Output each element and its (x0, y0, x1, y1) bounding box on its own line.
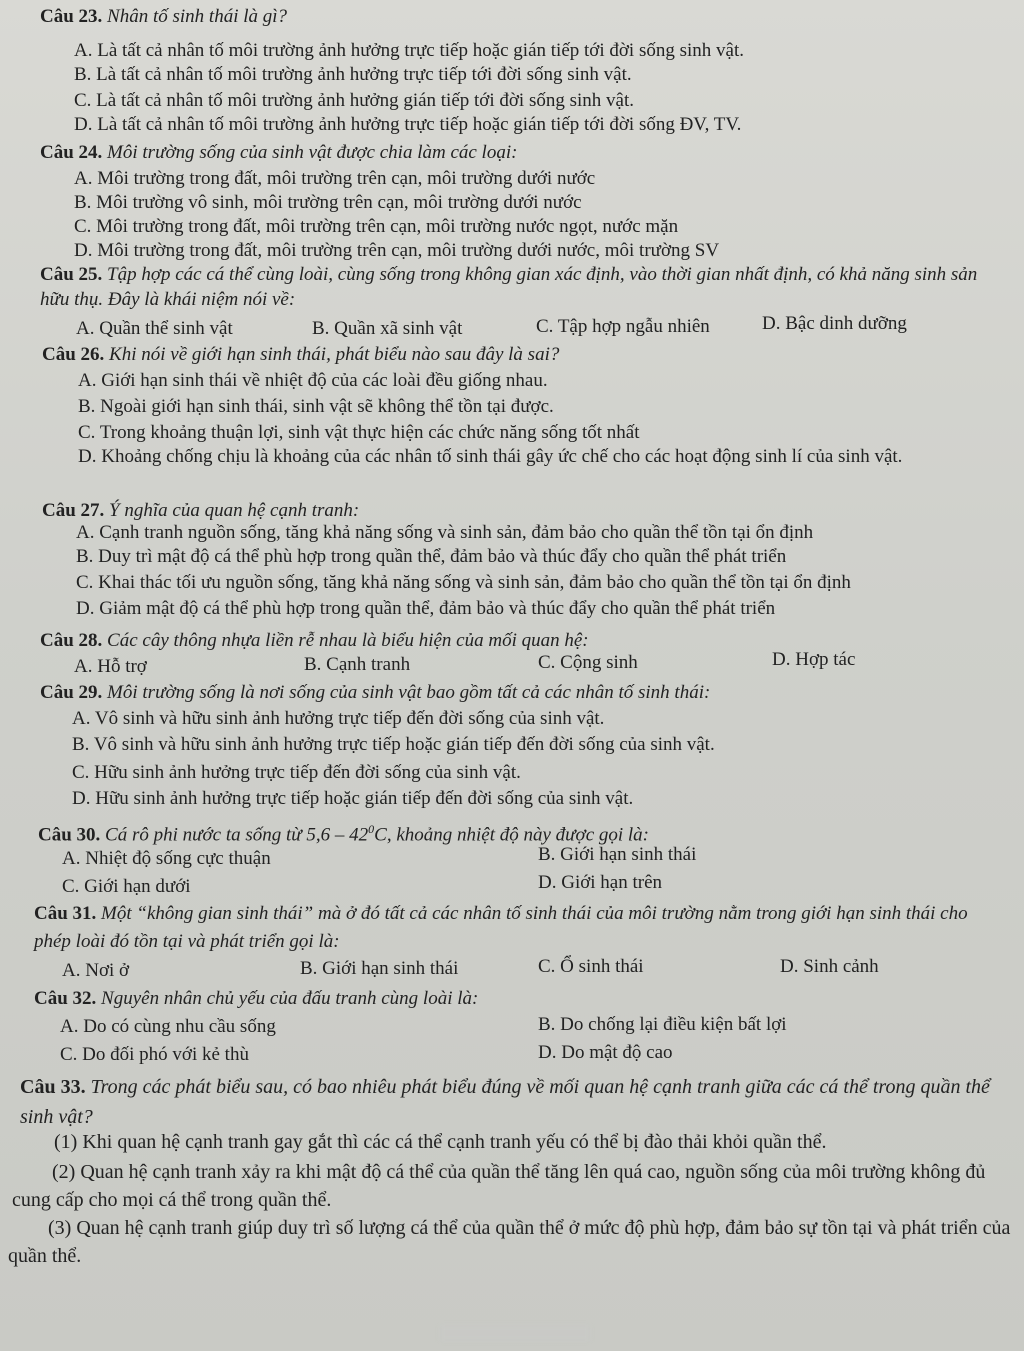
option-c: C. Môi trường trong đất, môi trường trên cạn, môi trường nước ngọt, nước mặn (74, 216, 679, 237)
option-d: D. Hữu sinh ảnh hưởng trực tiếp hoặc gián tiếp đến đời sống của sinh vật. (72, 788, 634, 809)
option-c: C. Giới hạn dưới (62, 876, 191, 897)
question-30 (38, 818, 649, 846)
question-24 (40, 142, 517, 164)
option-d: D. Do mật độ cao (538, 1042, 673, 1063)
question-23 (40, 6, 287, 28)
question-text: Một “không gian sinh thái” mà ở đó tất cả các nhân tố sinh thái của môi trường nằm trong giới hạn sinh thái cho phép loài đó tồn tại và phát triển gọi là: (34, 903, 968, 952)
question-text: Ý nghĩa của quan hệ cạnh tranh: (109, 500, 360, 521)
option-d: D. Hợp tác (772, 649, 856, 670)
option-d: D. Môi trường trong đất, môi trường trên cạn, môi trường dưới nước, môi trường SV (74, 240, 720, 261)
question-number: Câu 25. (40, 264, 103, 285)
question-text: Tập hợp các cá thể cùng loài, cùng sống trong không gian xác định, vào thời gian nhất định, có khả năng sinh sản hữu thụ. Đây là khái niệm nói về: (40, 264, 978, 310)
option-a: A. Nơi ở (62, 960, 130, 981)
question-text: Khi nói về giới hạn sinh thái, phát biểu nào sau đây là sai? (109, 344, 560, 365)
option-b: B. Ngoài giới hạn sinh thái, sinh vật sẽ không thể tồn tại được. (78, 396, 554, 417)
option-b: B. Giới hạn sinh thái (300, 958, 459, 979)
option-d: D. Giảm mật độ cá thể phù hợp trong quần thể, đảm bảo và thúc đẩy cho quần thể phát triển (76, 598, 776, 619)
option-b: B. Cạnh tranh (304, 654, 411, 675)
option-d: D. Khoảng chống chịu là khoảng của các nhân tố sinh thái gây ức chế cho các hoạt động sinh lí của sinh vật. (78, 446, 903, 467)
option-c: C. Trong khoảng thuận lợi, sinh vật thực hiện các chức năng sống tốt nhất (78, 422, 640, 443)
option-a: A. Giới hạn sinh thái về nhiệt độ của các loài đều giống nhau. (78, 370, 548, 391)
question-number: Câu 32. (34, 988, 97, 1009)
question-text: Các cây thông nhựa liền rễ nhau là biểu hiện của mối quan hệ: (107, 630, 589, 651)
option-a: A. Do có cùng nhu cầu sống (60, 1016, 276, 1037)
option-d: D. Sinh cảnh (780, 956, 879, 977)
paper-smudge (440, 1325, 590, 1341)
option-a: A. Môi trường trong đất, môi trường trên cạn, môi trường dưới nước (74, 168, 596, 189)
option-b: B. Vô sinh và hữu sinh ảnh hưởng trực tiếp hoặc gián tiếp đến đời sống của sinh vật. (72, 734, 715, 755)
question-text: Nguyên nhân chủ yếu của đấu tranh cùng loài là: (101, 988, 479, 1009)
option-d: D. Bậc dinh dưỡng (762, 313, 907, 334)
question-27 (42, 500, 359, 522)
option-b: B. Giới hạn sinh thái (538, 844, 697, 865)
question-text: Môi trường sống của sinh vật được chia làm các loại: (107, 142, 518, 163)
option-a: A. Là tất cả nhân tố môi trường ảnh hưởng trực tiếp hoặc gián tiếp tới đời sống sinh vật. (74, 40, 744, 61)
question-number: Câu 29. (40, 682, 103, 703)
option-c: C. Khai thác tối ưu nguồn sống, tăng khả năng sống và sinh sản, đảm bảo cho quần thể tồn tại ổn định (76, 572, 851, 593)
question-31 (34, 900, 1009, 956)
option-d: D. Giới hạn trên (538, 872, 663, 893)
option-a: A. Nhiệt độ sống cực thuận (62, 848, 271, 869)
statement-2: (2) Quan hệ cạnh tranh xảy ra khi mật độ cá thể của quần thể tăng lên quá cao, nguồn sống của môi trường không đủ cung cấp cho mọi cá thể trong quần thể. (12, 1161, 986, 1211)
question-number: Câu 27. (42, 500, 105, 521)
option-b: B. Duy trì mật độ cá thể phù hợp trong quần thể, đảm bảo và thúc đẩy cho quần thể phát triển (76, 546, 787, 567)
question-number: Câu 26. (42, 344, 105, 365)
option-c: C. Tập hợp ngẫu nhiên (536, 316, 710, 337)
question-text: Nhân tố sinh thái là gì? (107, 6, 288, 27)
statement-3: (3) Quan hệ cạnh tranh giúp duy trì số lượng cá thể của quần thể ở mức độ phù hợp, đảm bảo sự tồn tại và phát triển của quần thể. (8, 1217, 1011, 1267)
question-number: Câu 30. (38, 824, 101, 846)
question-29 (40, 682, 710, 704)
question-number: Câu 33. (20, 1076, 86, 1098)
question-number: Câu 24. (40, 142, 103, 163)
option-c: C. Là tất cả nhân tố môi trường ảnh hưởng gián tiếp tới đời sống sinh vật. (74, 90, 634, 111)
option-a: A. Hỗ trợ (74, 656, 147, 677)
question-text: Môi trường sống là nơi sống của sinh vật bao gồm tất cả các nhân tố sinh thái: (107, 682, 711, 703)
question-33 (20, 1072, 1015, 1132)
option-a: A. Vô sinh và hữu sinh ảnh hưởng trực tiếp đến đời sống của sinh vật. (72, 708, 605, 729)
question-number: Câu 31. (34, 903, 97, 924)
question-26 (42, 344, 559, 366)
question-28 (40, 630, 589, 652)
question-text: Trong các phát biểu sau, có bao nhiêu phát biểu đúng về mối quan hệ cạnh tranh giữa các cá thể trong quần thể sinh vật? (20, 1076, 990, 1128)
option-c: C. Do đối phó với kẻ thù (60, 1044, 249, 1065)
option-a: A. Cạnh tranh nguồn sống, tăng khả năng sống và sinh sản, đảm bảo cho quần thể tồn tại ổn định (76, 522, 814, 543)
degree-superscript: 0 (368, 822, 375, 836)
question-32 (34, 988, 478, 1010)
question-text: Cá rô phi nước ta sống từ 5,6 – 42 (105, 824, 369, 846)
option-c: C. Cộng sinh (538, 652, 638, 673)
option-b: B. Do chống lại điều kiện bất lợi (538, 1014, 787, 1035)
option-d: D. Là tất cả nhân tố môi trường ảnh hưởng trực tiếp hoặc gián tiếp tới đời sống ĐV, TV. (74, 114, 742, 135)
question-25 (40, 262, 1000, 312)
question-number: Câu 23. (40, 6, 103, 27)
option-b: B. Môi trường vô sinh, môi trường trên cạn, môi trường dưới nước (74, 192, 582, 213)
statement-1: (1) Khi quan hệ cạnh tranh gay gắt thì các cá thể cạnh tranh yếu có thể bị đào thải khỏi quần thể. (54, 1131, 827, 1153)
option-c: C. Ổ sinh thái (538, 956, 644, 977)
option-b: B. Quần xã sinh vật (312, 318, 463, 339)
option-a: A. Quần thể sinh vật (76, 318, 233, 339)
question-text-end: C, khoảng nhiệt độ này được gọi là: (374, 824, 650, 846)
question-number: Câu 28. (40, 630, 103, 651)
option-c: C. Hữu sinh ảnh hưởng trực tiếp đến đời sống của sinh vật. (72, 762, 521, 783)
option-b: B. Là tất cả nhân tố môi trường ảnh hưởng trực tiếp tới đời sống sinh vật. (74, 64, 632, 85)
